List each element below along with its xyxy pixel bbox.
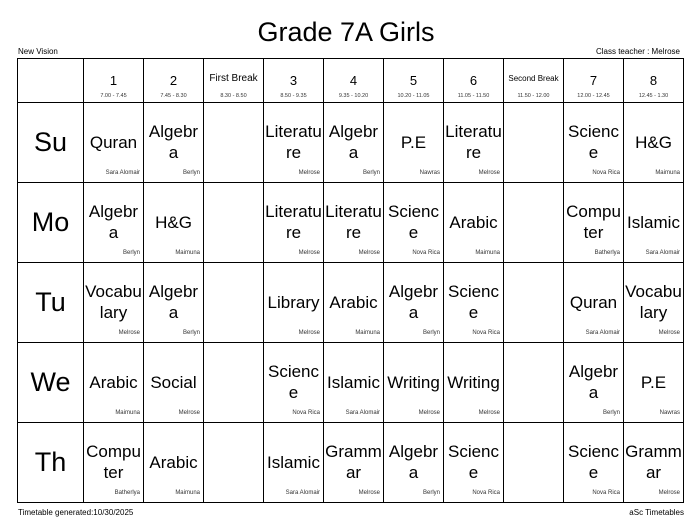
day-row <box>18 183 684 263</box>
subject-name: Grammar <box>325 442 382 482</box>
subject-name: Science <box>447 282 500 322</box>
lesson-cell <box>324 343 384 423</box>
period-header <box>324 59 384 103</box>
teacher-name: Nawras <box>659 410 680 416</box>
lesson-cell <box>324 423 384 503</box>
day-name: Su <box>33 127 68 157</box>
subject-name: Science <box>447 442 500 482</box>
subject-name: Islamic <box>327 372 380 392</box>
lesson-cell <box>444 343 504 423</box>
period-time: 11.50 - 12.00 <box>517 93 550 99</box>
period-header <box>144 59 204 103</box>
subject-name: Science <box>567 442 620 482</box>
day-cell <box>18 343 84 423</box>
period-time: 8.30 - 8.50 <box>220 93 247 99</box>
subject-name: Library <box>267 292 320 312</box>
teacher-name: Nova Rica <box>472 330 500 336</box>
lesson-cell <box>624 343 684 423</box>
subject-name: Writing <box>447 372 500 392</box>
day-cell <box>18 103 84 183</box>
break-cell <box>504 423 564 503</box>
subject-name: Science <box>387 202 440 242</box>
subject-name: Literature <box>265 202 322 242</box>
teacher-name: Sara Alomair <box>645 250 680 256</box>
brand-label: aSc Timetables <box>629 508 684 517</box>
teacher-name: Melrose <box>658 330 680 336</box>
teacher-name: Maimuna <box>115 410 140 416</box>
lesson-cell <box>84 343 144 423</box>
period-time: 9.35 - 10.20 <box>338 93 369 99</box>
subject-name: Algebra <box>388 442 439 482</box>
period-header <box>624 59 684 103</box>
teacher-name: Maimuna <box>175 490 200 496</box>
day-name: We <box>30 367 71 397</box>
lesson-cell <box>624 183 684 263</box>
lesson-cell <box>144 263 204 343</box>
day-row <box>18 423 684 503</box>
subject-name: Literature <box>325 202 382 242</box>
period-time: 12.00 - 12.45 <box>577 93 610 99</box>
lesson-cell <box>144 183 204 263</box>
teacher-name: Nova Rica <box>292 410 320 416</box>
period-header <box>384 59 444 103</box>
subject-name: Quran <box>89 132 138 152</box>
teacher-name: Maimuna <box>355 330 380 336</box>
period-number: 5 <box>409 73 418 88</box>
subject-name: Arabic <box>449 212 498 232</box>
subject-name: Arabic <box>149 452 198 472</box>
break-name: Second Break <box>508 74 559 83</box>
lesson-cell <box>564 343 624 423</box>
teacher-name: Melrose <box>478 170 500 176</box>
teacher-name: Melrose <box>118 330 140 336</box>
header-row <box>18 59 684 103</box>
subject-name: Algebra <box>388 282 439 322</box>
subject-name: H&G <box>155 212 192 232</box>
break-cell <box>504 343 564 423</box>
break-header <box>504 59 564 103</box>
lesson-cell <box>324 103 384 183</box>
lesson-cell <box>384 183 444 263</box>
lesson-cell <box>84 423 144 503</box>
day-row <box>18 343 684 423</box>
day-cell <box>18 183 84 263</box>
subject-name: Algebra <box>148 122 199 162</box>
teacher-name: Maimuna <box>175 250 200 256</box>
timetable <box>17 58 684 503</box>
lesson-cell <box>84 183 144 263</box>
lesson-cell <box>444 183 504 263</box>
break-cell <box>504 263 564 343</box>
subject-name: Arabic <box>89 372 138 392</box>
teacher-name: Berlyn <box>602 410 620 416</box>
subject-name: Computer <box>566 202 621 242</box>
teacher-name: Maimuna <box>475 250 500 256</box>
subject-name: Algebra <box>328 122 379 162</box>
break-name: First Break <box>209 73 258 84</box>
teacher-name: Melrose <box>298 170 320 176</box>
lesson-cell <box>564 263 624 343</box>
period-number: 2 <box>169 73 178 88</box>
school-name: New Vision <box>18 47 58 56</box>
break-cell <box>204 423 264 503</box>
teacher-name: Melrose <box>298 250 320 256</box>
lesson-cell <box>384 423 444 503</box>
subject-name: Algebra <box>88 202 139 242</box>
lesson-cell <box>264 423 324 503</box>
page-title: Grade 7A Girls <box>257 17 435 47</box>
subject-name: Algebra <box>568 362 619 402</box>
period-number: 4 <box>349 73 358 88</box>
teacher-name: Sara Alomair <box>585 330 620 336</box>
period-time: 10.20 - 11.05 <box>397 93 430 99</box>
period-time: 8.50 - 9.35 <box>280 93 307 99</box>
lesson-cell <box>84 103 144 183</box>
class-teacher: Class teacher : Melrose <box>595 47 680 56</box>
lesson-cell <box>324 263 384 343</box>
lesson-cell <box>444 263 504 343</box>
day-name: Mo <box>31 207 70 237</box>
period-time: 7.00 - 7.45 <box>100 93 127 99</box>
lesson-cell <box>144 423 204 503</box>
teacher-name: Batherlya <box>114 490 140 496</box>
lesson-cell <box>624 423 684 503</box>
period-time: 7.45 - 8.30 <box>160 93 187 99</box>
period-header <box>444 59 504 103</box>
teacher-name: Melrose <box>298 330 320 336</box>
break-cell <box>204 263 264 343</box>
period-number: 1 <box>109 73 118 88</box>
lesson-cell <box>144 103 204 183</box>
lesson-cell <box>264 183 324 263</box>
period-number: 7 <box>589 73 598 88</box>
break-cell <box>504 183 564 263</box>
day-cell <box>18 423 84 503</box>
subject-name: Arabic <box>329 292 378 312</box>
day-name: Th <box>34 447 67 477</box>
lesson-cell <box>564 103 624 183</box>
lesson-cell <box>444 103 504 183</box>
subject-name: Quran <box>569 292 618 312</box>
subject-name: P.E <box>400 132 427 152</box>
lesson-cell <box>384 263 444 343</box>
lesson-cell <box>624 103 684 183</box>
lesson-cell <box>564 183 624 263</box>
lesson-cell <box>84 263 144 343</box>
generated-date: Timetable generated:10/30/2025 <box>18 508 134 517</box>
subject-name: P.E <box>640 372 667 392</box>
teacher-name: Maimuna <box>655 170 680 176</box>
lesson-cell <box>624 263 684 343</box>
period-number: 8 <box>649 73 658 88</box>
subject-name: Computer <box>86 442 141 482</box>
teacher-name: Nawras <box>419 170 440 176</box>
subject-name: Algebra <box>148 282 199 322</box>
lesson-cell <box>264 343 324 423</box>
teacher-name: Nova Rica <box>472 490 500 496</box>
teacher-name: Melrose <box>658 490 680 496</box>
teacher-name: Melrose <box>178 410 200 416</box>
break-cell <box>204 343 264 423</box>
subject-name: Grammar <box>625 442 682 482</box>
teacher-name: Berlyn <box>422 490 440 496</box>
lesson-cell <box>264 263 324 343</box>
break-cell <box>504 103 564 183</box>
lesson-cell <box>264 103 324 183</box>
teacher-name: Melrose <box>478 410 500 416</box>
teacher-name: Sara Alomair <box>105 170 140 176</box>
period-number: 3 <box>289 73 298 88</box>
subject-name: Vocabulary <box>85 282 142 322</box>
day-name: Tu <box>35 287 66 317</box>
break-cell <box>204 103 264 183</box>
teacher-name: Berlyn <box>422 330 440 336</box>
teacher-name: Melrose <box>358 250 380 256</box>
break-header <box>204 59 264 103</box>
period-time: 12.45 - 1.30 <box>638 93 669 99</box>
lesson-cell <box>444 423 504 503</box>
subject-name: Literature <box>445 122 502 162</box>
period-header <box>264 59 324 103</box>
day-cell <box>18 263 84 343</box>
subject-name: Writing <box>387 372 440 392</box>
subject-name: Literature <box>265 122 322 162</box>
teacher-name: Melrose <box>358 490 380 496</box>
period-number: 6 <box>469 73 478 88</box>
teacher-name: Berlyn <box>182 330 200 336</box>
period-header <box>564 59 624 103</box>
subject-name: Islamic <box>267 452 320 472</box>
day-row <box>18 103 684 183</box>
teacher-name: Melrose <box>418 410 440 416</box>
subject-name: Science <box>567 122 620 162</box>
teacher-name: Berlyn <box>182 170 200 176</box>
lesson-cell <box>384 343 444 423</box>
teacher-name: Sara Alomair <box>345 410 380 416</box>
day-row <box>18 263 684 343</box>
teacher-name: Nova Rica <box>412 250 440 256</box>
teacher-name: Berlyn <box>362 170 380 176</box>
teacher-name: Sara Alomair <box>285 490 320 496</box>
lesson-cell <box>144 343 204 423</box>
lesson-cell <box>324 183 384 263</box>
subject-name: H&G <box>635 132 672 152</box>
subject-name: Social <box>150 372 197 392</box>
subject-name: Vocabulary <box>625 282 682 322</box>
corner-cell <box>18 59 84 103</box>
break-cell <box>204 183 264 263</box>
subject-name: Science <box>267 362 320 402</box>
teacher-name: Nova Rica <box>592 170 620 176</box>
period-time: 11.05 - 11.50 <box>457 93 490 99</box>
lesson-cell <box>564 423 624 503</box>
period-header <box>84 59 144 103</box>
subject-name: Islamic <box>627 212 680 232</box>
teacher-name: Berlyn <box>122 250 140 256</box>
lesson-cell <box>384 103 444 183</box>
teacher-name: Nova Rica <box>592 490 620 496</box>
teacher-name: Batherlya <box>594 250 620 256</box>
